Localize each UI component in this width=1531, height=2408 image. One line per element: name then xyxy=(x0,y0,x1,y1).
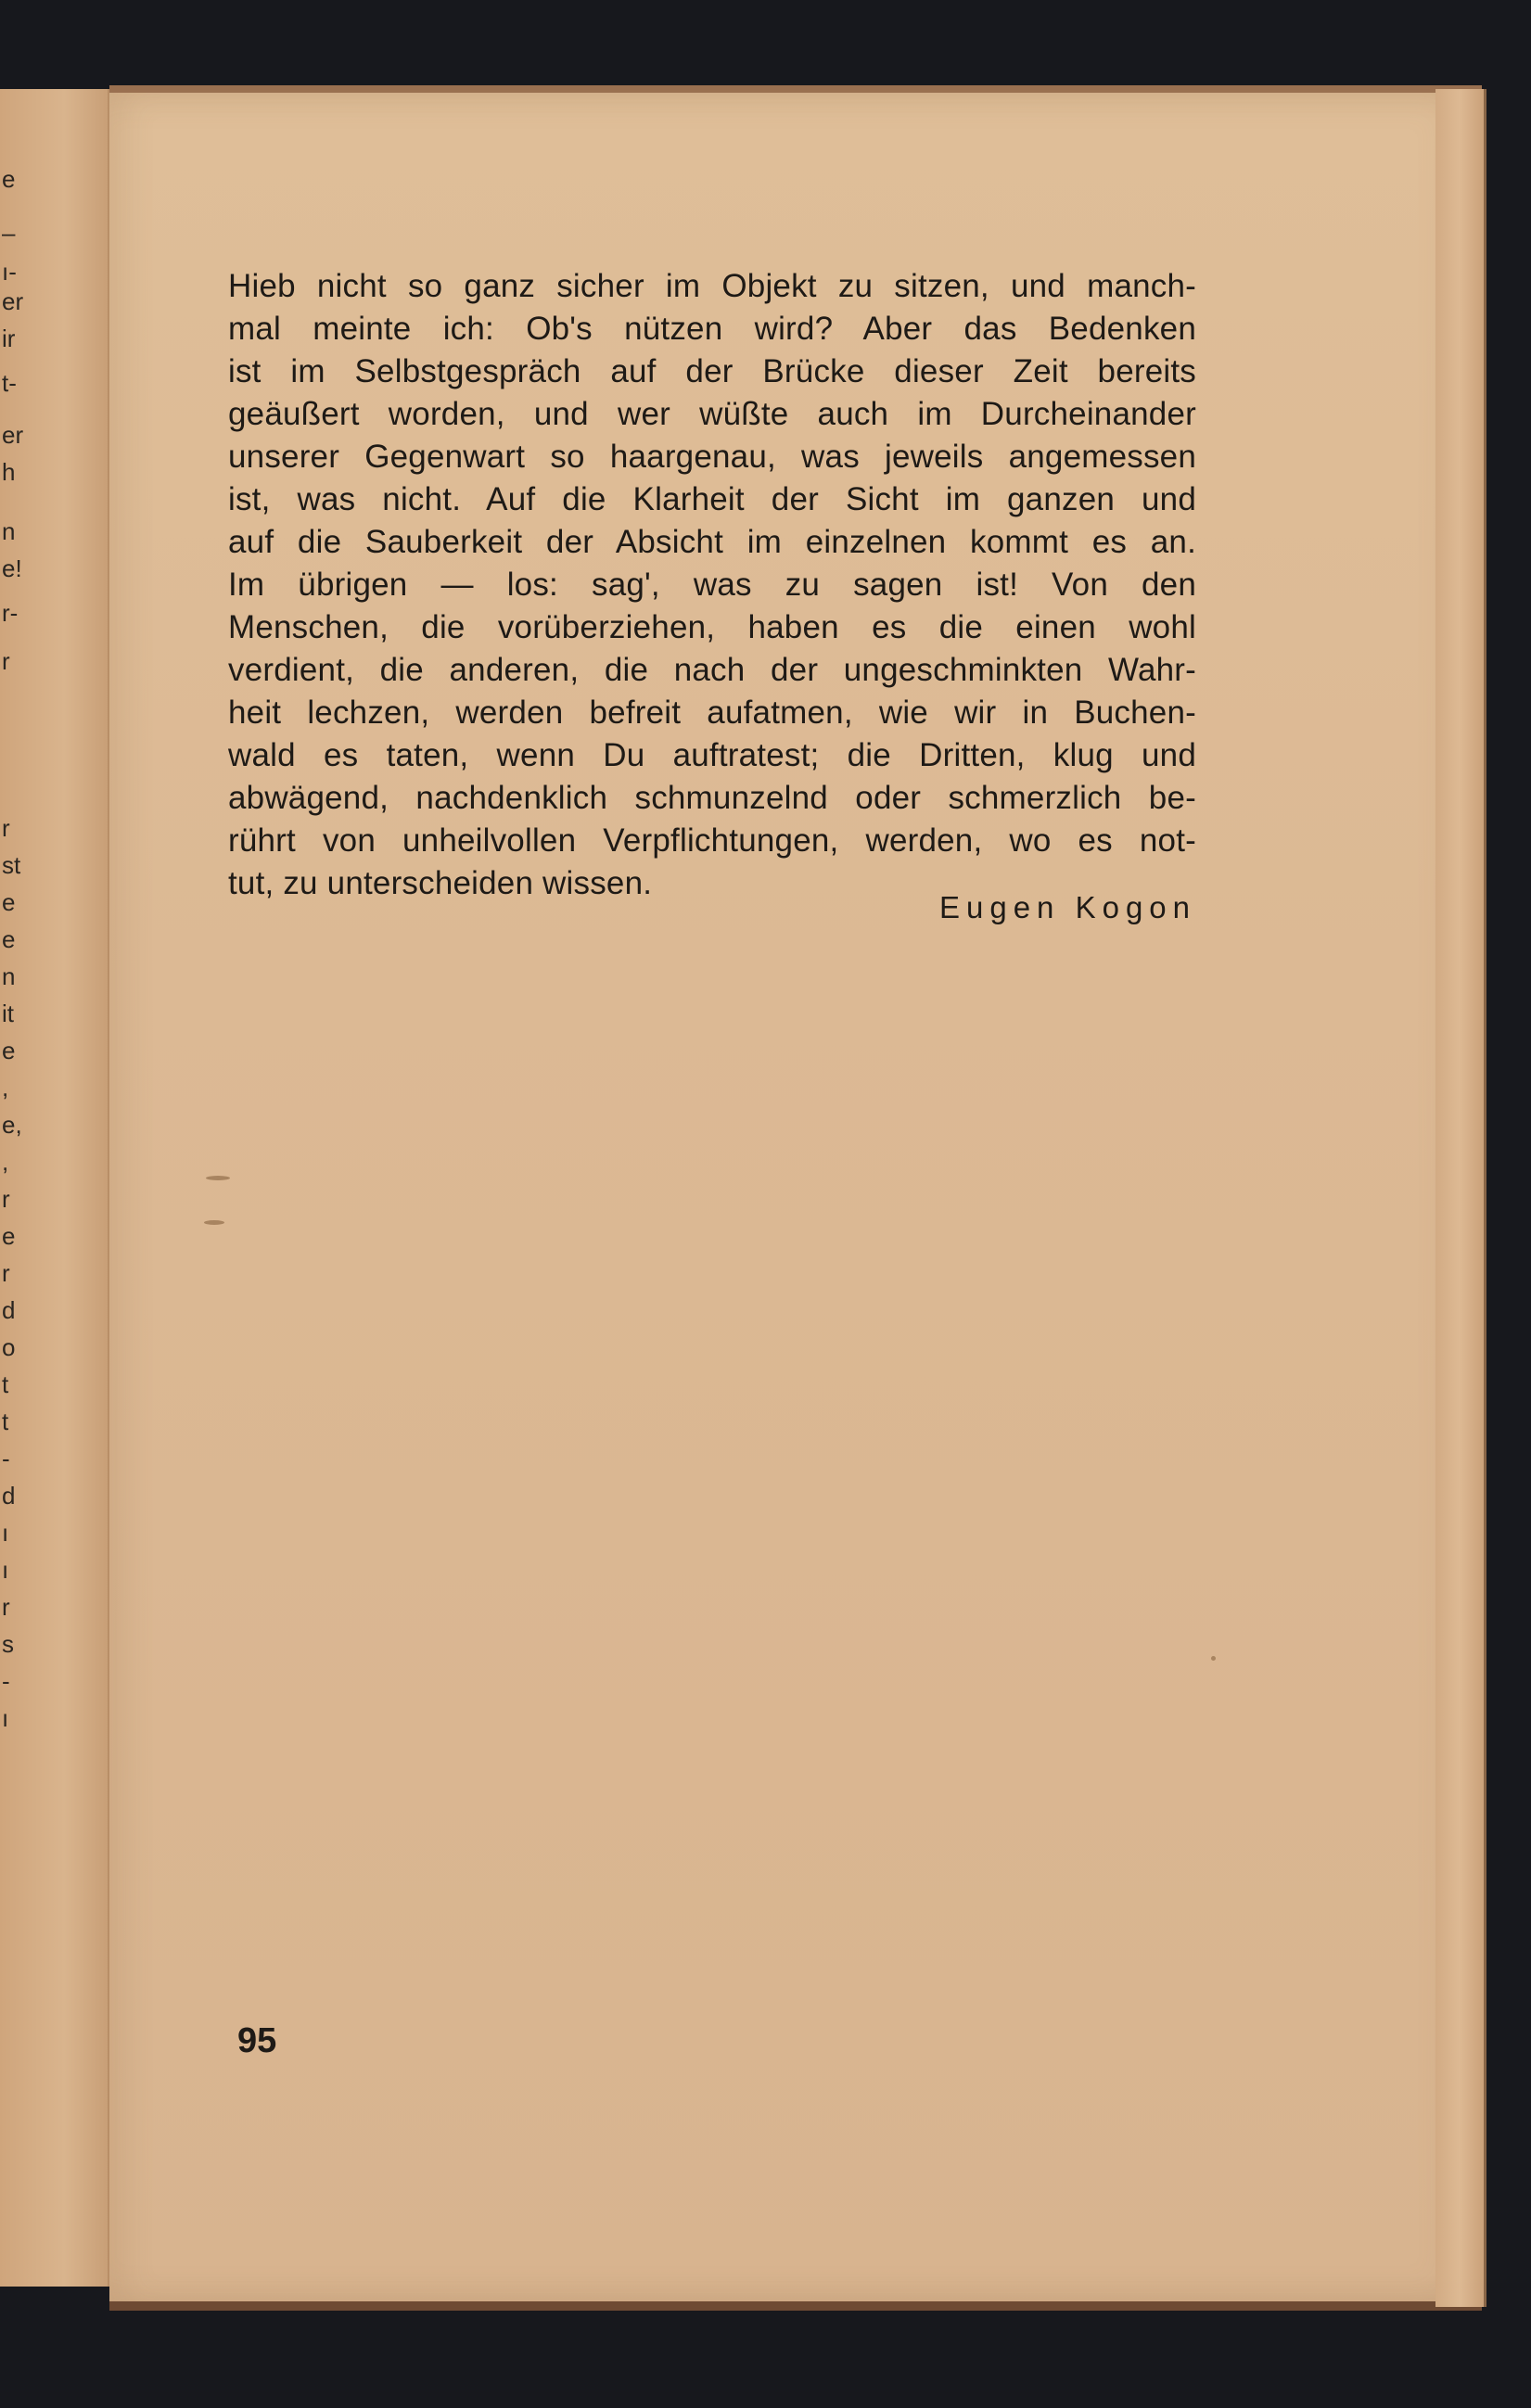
cut-off-text-fragment: – xyxy=(2,219,16,247)
cut-off-text-fragment: r- xyxy=(2,599,19,627)
cut-off-text-fragment: - xyxy=(2,1667,10,1695)
cut-off-text-fragment: d xyxy=(2,1296,16,1324)
cut-off-text-fragment: r xyxy=(2,1185,10,1213)
cut-off-text-fragment: e xyxy=(2,165,16,193)
cut-off-text-fragment: s xyxy=(2,1630,14,1658)
cut-off-text-fragment: r xyxy=(2,1593,10,1621)
cut-off-text-fragment: e xyxy=(2,1037,16,1064)
cut-off-text-fragment: e xyxy=(2,888,16,916)
cut-off-text-fragment: r xyxy=(2,1259,10,1287)
text-line: wald es taten, wenn Du auftratest; die Dritten, klug und xyxy=(228,737,1196,773)
body-text xyxy=(228,265,1196,905)
cut-off-text-fragment: t xyxy=(2,1408,9,1435)
page-stack-edge xyxy=(1435,89,1486,2307)
text-line: ist im Selbstgespräch auf der Brücke dieser Zeit bereits xyxy=(228,353,1196,389)
cut-off-text-fragment: e, xyxy=(2,1111,22,1139)
text-line: Hieb nicht so ganz sicher im Objekt zu sitzen, und manch- xyxy=(228,268,1196,304)
text-line: rührt von unheilvollen Verpflichtungen, werden, wo es not- xyxy=(228,822,1196,859)
cut-off-text-fragment: er xyxy=(2,421,24,449)
paper-speck xyxy=(206,1176,230,1180)
text-line: ist, was nicht. Auf die Klarheit der Sicht im ganzen und xyxy=(228,481,1196,517)
page-number: 95 xyxy=(237,2021,277,2060)
cut-off-text-fragment: - xyxy=(2,1445,10,1472)
text-line: geäußert worden, und wer wüßte auch im Durcheinander xyxy=(228,396,1196,432)
paper-speck xyxy=(204,1220,224,1225)
cut-off-text-fragment: r xyxy=(2,647,10,675)
cut-off-text-fragment: ı xyxy=(2,1704,9,1732)
text-line: Menschen, die vorüberziehen, haben es die einen wohl xyxy=(228,609,1196,645)
cut-off-text-fragment: it xyxy=(2,1000,14,1027)
text-line: abwägend, nachdenklich schmunzelnd oder schmerzlich be- xyxy=(228,780,1196,816)
cut-off-text-fragment: t xyxy=(2,1370,9,1398)
text-line: verdient, die anderen, die nach der ungeschminkten Wahr- xyxy=(228,652,1196,688)
cut-off-text-fragment: er xyxy=(2,287,24,315)
cut-off-text-fragment: n xyxy=(2,962,16,990)
text-line: mal meinte ich: Ob's nützen wird? Aber das Bedenken xyxy=(228,311,1196,347)
cut-off-text-fragment: o xyxy=(2,1333,16,1361)
text-line: unserer Gegenwart so haargenau, was jeweils angemessen xyxy=(228,439,1196,475)
cut-off-text-fragment: h xyxy=(2,458,16,486)
text-line: Im übrigen — los: sag', was zu sagen ist! Von den xyxy=(228,567,1196,603)
text-line: tut, zu unterscheiden wissen. xyxy=(228,865,653,901)
cut-off-text-fragment: ı xyxy=(2,1519,9,1547)
cut-off-text-fragment: , xyxy=(2,1074,9,1102)
paper-speck xyxy=(1211,1656,1216,1661)
cut-off-text-fragment: r xyxy=(2,814,10,842)
cut-off-text-fragment: , xyxy=(2,1148,9,1176)
cut-off-text-fragment: e xyxy=(2,1222,16,1250)
cut-off-text-fragment: e xyxy=(2,925,16,953)
cut-off-text-fragment: e! xyxy=(2,554,22,582)
text-line: heit lechzen, werden befreit aufatmen, wie wir in Buchen- xyxy=(228,694,1196,731)
cut-off-text-fragment: d xyxy=(2,1482,16,1510)
cut-off-text-fragment: n xyxy=(2,517,16,545)
author-signature: Eugen Kogon xyxy=(938,890,1196,924)
cut-off-text-fragment: ı xyxy=(2,1556,9,1584)
cut-off-text-fragment: ir xyxy=(2,325,16,352)
cut-off-text-fragment: t- xyxy=(2,369,17,397)
cut-off-text-fragment: ı- xyxy=(2,258,17,286)
previous-page-edge xyxy=(0,89,113,2287)
cut-off-text-fragment: st xyxy=(2,851,21,879)
text-line: auf die Sauberkeit der Absicht im einzelnen kommt es an. xyxy=(228,524,1196,560)
